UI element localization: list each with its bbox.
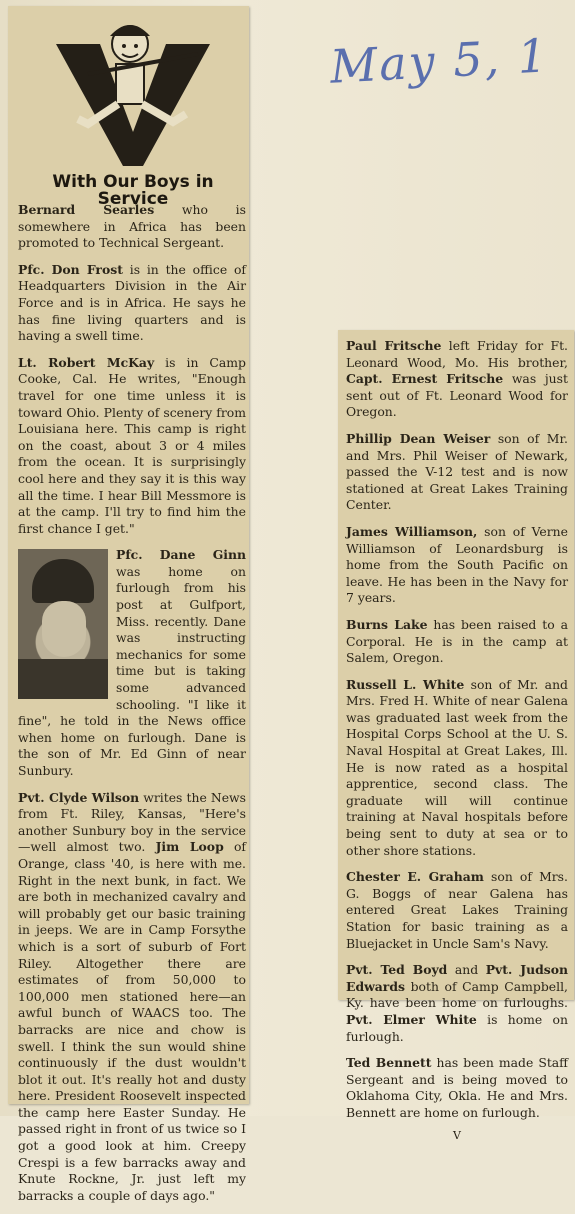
soldier-name: Phillip Dean Weiser <box>346 430 491 446</box>
news-text: and <box>447 962 486 978</box>
news-text: has been raised to a Corporal. He is in the camp at Salem, Oregon. <box>346 616 568 666</box>
news-item <box>346 524 568 607</box>
news-text: writes the News from Ft. Riley, Kansas, "Here's another Sunbury boy in the service —well almost two. <box>18 789 246 855</box>
news-item <box>346 677 568 860</box>
left-column-body <box>18 202 246 1214</box>
news-text: is in the office of Headquarters Division in the Air Force and is in Africa. He says he has fine living quarters and is having a swell time. <box>18 261 246 344</box>
news-text: son of Mr. and Mrs. Fred H. White of near Galena was graduated last week from the Hospital Corps School at the U. S. Naval Hospital at Great Lakes, Ill. He is now rated as a hospital apprentice, second class. The graduate will will continue training at Naval hospitals before being sent to duty at sea or to other shore stations. <box>346 676 568 858</box>
clipping-right <box>338 330 574 1142</box>
news-text: son of Mrs. G. Boggs of near Galena has entered Great Lakes Training Station for basic training as a Bluejacket in Uncle Sam's Navy. <box>346 869 568 951</box>
news-text: of Orange, class '40, is here with me. Right in the next bunk, in fact. We are both in mechanized cavalry and will probably get our basic training in jeeps. We are in Camp Forsythe which is a sort of suburb of Fort Riley. Altogether there are estimates of from 50,000 to 100,000 men stationed here—an awful bunch of WAACS too. The barracks are nice and chow is swell. I think the sun would shine continuously if the dust wouldn't blot it out. It's really hot and dusty here. President Roosevelt inspected the camp here Easter Sunday. He passed right in front of us twice so I got a good look at him. Creepy Crespi is a few barracks away and Knute Rockne, Jr. just left my barracks a couple of days ago." <box>18 839 246 1203</box>
soldier-name: James Williamson, <box>346 523 478 539</box>
news-item <box>18 202 246 252</box>
news-text: who is somewhere in Africa has been promoted to Technical Sergeant. <box>18 202 246 251</box>
news-item <box>346 869 568 952</box>
soldier-name: Pfc. Dane Ginn <box>116 547 246 563</box>
news-item <box>18 355 246 538</box>
soldier-name: Pfc. Don Frost <box>18 261 123 277</box>
news-text: son of Mr. and Mrs. Phil Weiser of Newark, passed the V-12 test and is now stationed at Great Lakes Training Center. <box>346 430 568 513</box>
soldier-name: Bernard Searles <box>18 202 155 217</box>
news-item <box>18 790 246 1205</box>
news-text: is home on furlough. <box>346 1011 568 1044</box>
news-text: was just sent out of Ft. Leonard Wood for Oregon. <box>346 371 568 420</box>
news-item <box>346 617 568 667</box>
soldier-name: Burns Lake <box>346 616 428 632</box>
soldier-name: Lt. Robert McKay <box>18 354 155 370</box>
section-separator: V <box>453 1128 461 1142</box>
news-text: has been made Staff Sergeant and is being moved to Oklahoma City, Okla. He and Mrs. Bennett are home on furlough. <box>346 1055 568 1120</box>
handwritten-date: May 5, 1 <box>328 28 551 94</box>
news-item <box>346 962 568 1045</box>
soldier-photo <box>18 549 108 699</box>
news-item <box>346 1055 568 1121</box>
news-text: both of Camp Campbell, Ky. have been home on furloughs. <box>346 978 568 1011</box>
soldier-name: Jim Loop <box>155 839 224 855</box>
masthead-illustration <box>8 6 249 171</box>
soldier-name: Russell L. White <box>346 676 465 692</box>
soldier-name: Capt. Ernest Fritsche <box>346 371 504 387</box>
news-text: is in Camp Cooke, Cal. He writes, "Enough travel for one time unless it is toward Ohio. Plenty of scenery from Louisiana here. This camp is right on the coast, about 3 or 4 miles from the ocean. It is surprisingly cool here and they say it is this way all the time. I hear Bill Messmore is at the camp. I'll try to find him the first chance I get." <box>18 354 246 536</box>
news-item <box>18 262 246 345</box>
news-text: was home on furlough from his post at Gulfport, Miss. recently. Dane was instructing mechanics for some time but is taking some advanced schooling. "I like it fine", he told in the News office when home on furlough. Dane is the son of Mr. Ed Ginn of near Sunbury. <box>18 563 246 778</box>
right-column-body <box>346 338 568 1144</box>
soldier-v-icon <box>48 14 218 174</box>
news-text: son of Verne Williamson of Leonardsburg is home from the South Pacific on leave. He has been in the Navy for 7 years. <box>346 523 568 606</box>
soldier-name: Paul Fritsche <box>346 338 442 353</box>
soldier-name: Pvt. Elmer White <box>346 1011 477 1027</box>
soldier-name: Pvt. Clyde Wilson <box>18 789 140 805</box>
news-item <box>346 338 568 421</box>
soldier-name: Pvt. Judson Edwards <box>346 962 568 994</box>
news-text: left Friday for Ft. Leonard Wood, Mo. His brother, <box>346 338 568 370</box>
clipping-left <box>8 6 249 1203</box>
news-item <box>346 431 568 514</box>
soldier-name: Pvt. Ted Boyd <box>346 962 448 978</box>
soldier-name: Chester E. Graham <box>346 869 484 885</box>
news-item <box>18 547 246 779</box>
soldier-name: Ted Bennett <box>346 1055 432 1071</box>
column-heading: With Our Boys in Service <box>52 172 214 209</box>
